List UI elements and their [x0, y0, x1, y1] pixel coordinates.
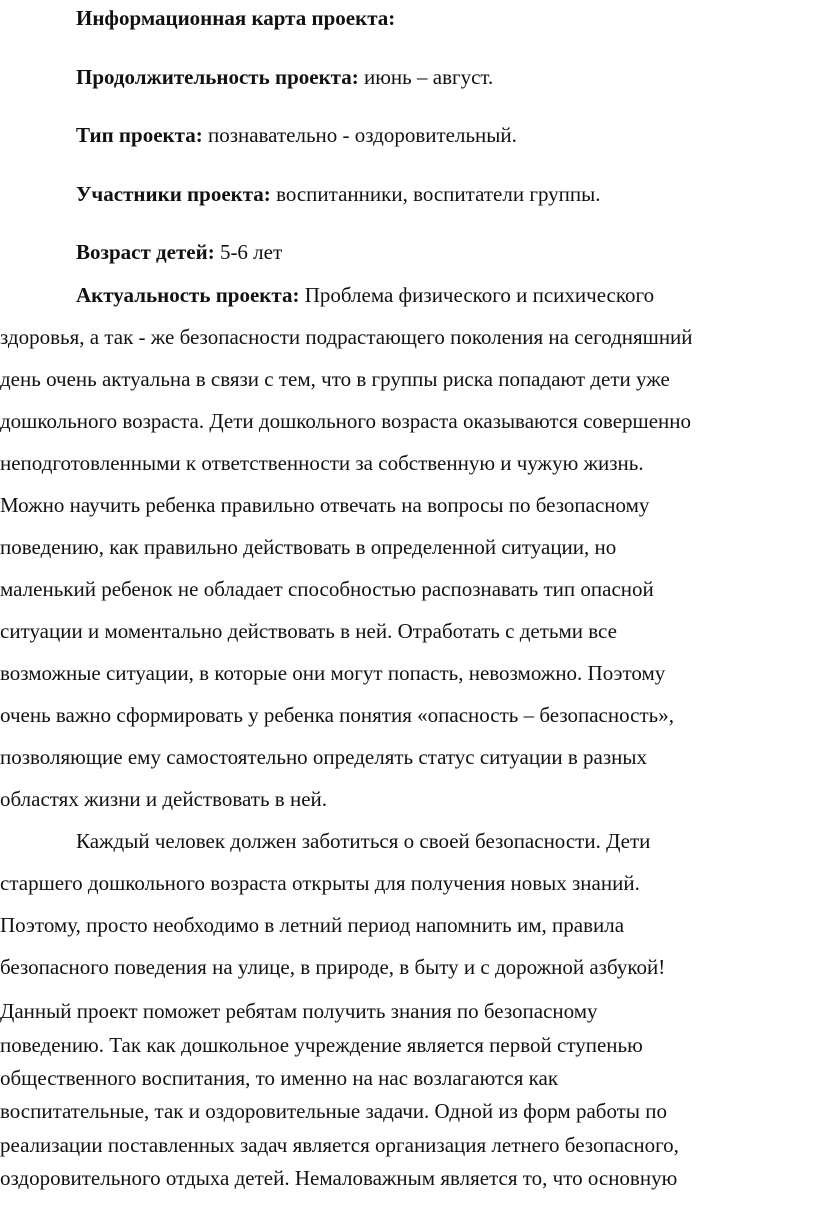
paragraph-line: старшего дошкольного возраста открыты для получения новых знаний. — [0, 871, 640, 895]
field-label: Возраст детей: — [76, 240, 215, 264]
paragraph-line: возможные ситуации, в которые они могут попасть, невозможно. Поэтому — [0, 661, 666, 685]
paragraph-line: ситуации и моментально действовать в ней. Отработать с детьми все — [0, 619, 617, 643]
paragraph-line: поведению, как правильно действовать в определенной ситуации, но — [0, 535, 617, 559]
field-duration — [76, 65, 493, 89]
paragraph-line: оздоровительного отдыха детей. Немаловажным является то, что основную — [0, 1166, 678, 1190]
field-value: июнь – август. — [358, 65, 494, 89]
paragraph-line: общественного воспитания, то именно на нас возлагаются как — [0, 1066, 559, 1090]
paragraph-line: очень важно сформировать у ребенка понятия «опасность – безопасность», — [0, 703, 674, 727]
field-label: Продолжительность проекта: — [76, 65, 359, 89]
paragraph-line: позволяющие ему самостоятельно определять статус ситуации в разных — [0, 745, 647, 769]
field-value: познавательно - оздоровительный. — [202, 123, 517, 147]
field-label: Тип проекта: — [76, 123, 203, 147]
relevance-first-line — [76, 283, 654, 307]
field-type — [76, 123, 517, 147]
paragraph-line: здоровья, а так - же безопасности подрастающего поколения на сегодняшний — [0, 325, 693, 349]
paragraph-line: Каждый человек должен заботиться о своей безопасности. Дети — [76, 829, 651, 853]
relevance-text: Проблема физического и психического — [299, 283, 655, 307]
paragraph-line: дошкольного возраста. Дети дошкольного возраста оказываются совершенно — [0, 409, 691, 433]
paragraph-line: Поэтому, просто необходимо в летний период напомнить им, правила — [0, 913, 625, 937]
field-age — [76, 240, 282, 264]
document-title: Информационная карта проекта: — [76, 6, 396, 30]
paragraph-line: поведению. Так как дошкольное учреждение является первой ступенью — [0, 1033, 643, 1057]
field-participants — [76, 182, 601, 206]
relevance-label: Актуальность проекта: — [76, 283, 300, 307]
paragraph-line: неподготовленными к ответственности за собственную и чужую жизнь. — [0, 451, 644, 475]
paragraph-line: реализации поставленных задач является организация летнего безопасного, — [0, 1133, 679, 1157]
paragraph-line: Можно научить ребенка правильно отвечать на вопросы по безопасному — [0, 493, 650, 517]
paragraph-line: Данный проект поможет ребятам получить знания по безопасному — [0, 999, 598, 1023]
paragraph-line: безопасного поведения на улице, в природе, в быту и с дорожной азбукой! — [0, 955, 666, 979]
paragraph-line: воспитательные, так и оздоровительные задачи. Одной из форм работы по — [0, 1099, 667, 1123]
paragraph-line: день очень актуальна в связи с тем, что в группы риска попадают дети уже — [0, 367, 670, 391]
field-label: Участники проекта: — [76, 182, 271, 206]
paragraph-line: маленький ребенок не обладает способностью распознавать тип опасной — [0, 577, 654, 601]
field-value: 5-6 лет — [214, 240, 283, 264]
field-value: воспитанники, воспитатели группы. — [270, 182, 601, 206]
paragraph-line: областях жизни и действовать в ней. — [0, 787, 327, 811]
